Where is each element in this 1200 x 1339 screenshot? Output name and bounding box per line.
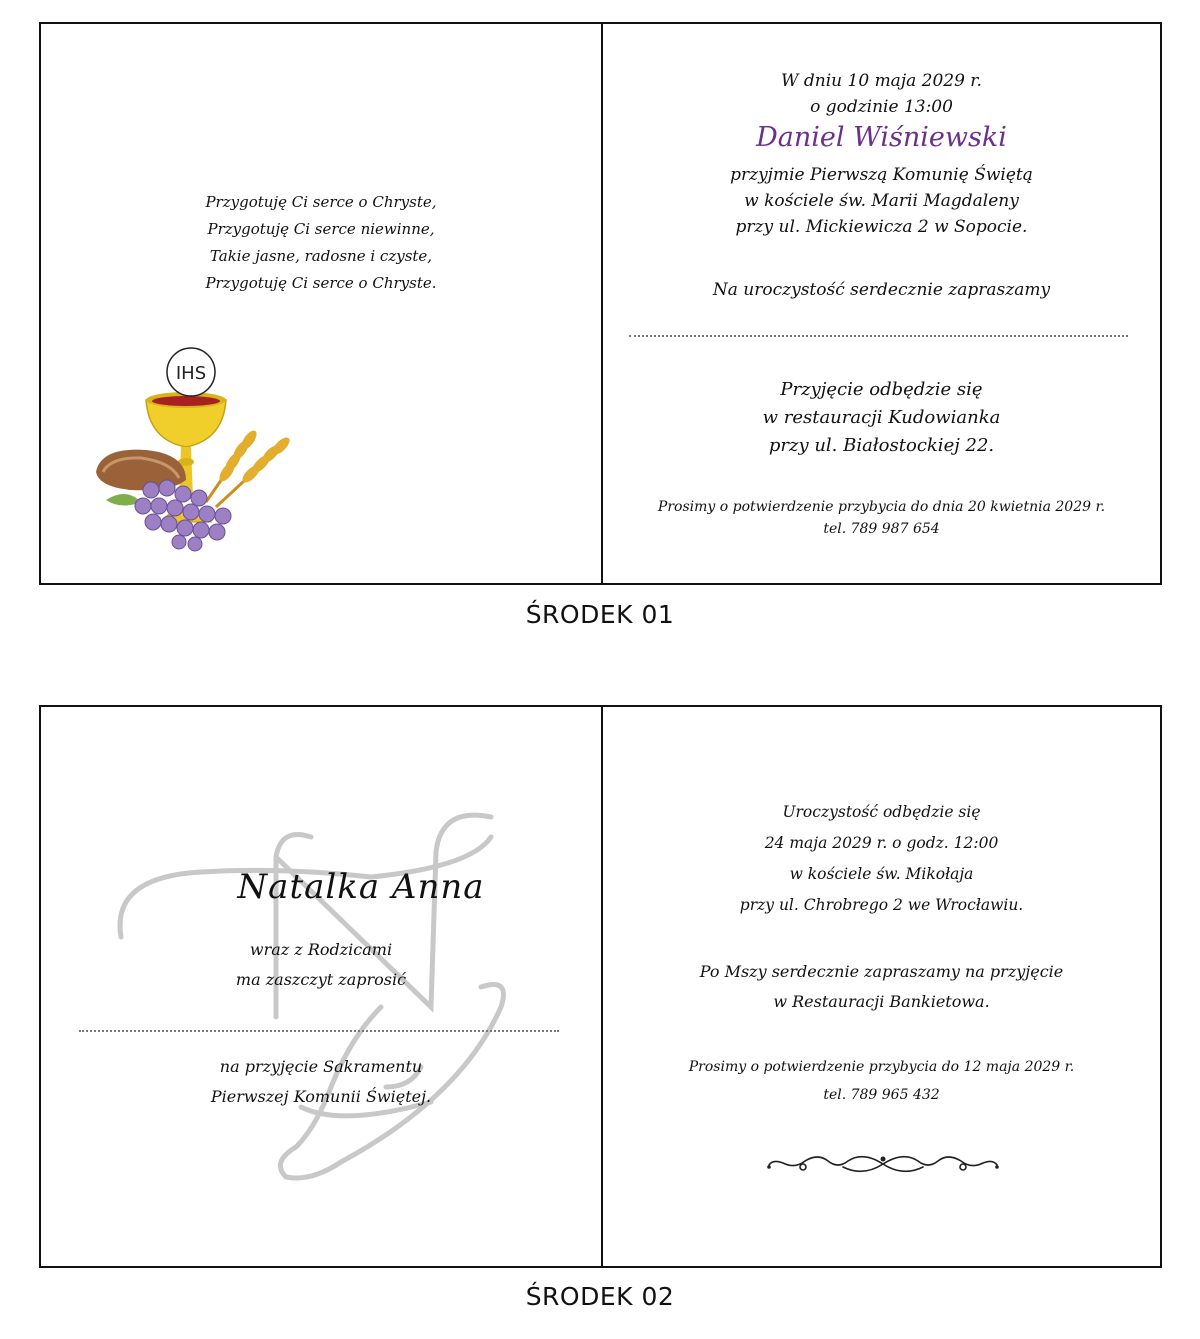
- child-name: Daniel Wiśniewski: [756, 122, 1007, 153]
- poem: [41, 189, 601, 297]
- poem-line: Takie jasne, radosne i czyste,: [209, 247, 433, 265]
- caption-srodek-01: ŚRODEK 01: [525, 600, 675, 629]
- ceremony-info: [603, 797, 1160, 921]
- right-page: [603, 707, 1160, 1266]
- left-page: [41, 707, 601, 1266]
- reception-line: w restauracji Kudowianka: [762, 407, 1001, 428]
- rsvp-phone: tel. 789 987 654: [823, 521, 940, 537]
- ceremony-line: Uroczystość odbędzie się: [782, 803, 981, 821]
- sacrament-line: Pierwszej Komunii Świętej.: [210, 1087, 432, 1106]
- left-page: [41, 24, 601, 583]
- invitation-inside-02: [39, 705, 1162, 1268]
- rsvp-line: Prosimy o potwierdzenie przybycia do 12 maja 2029 r.: [688, 1059, 1075, 1075]
- reception-line: Po Mszy serdecznie zapraszamy na przyjęcie: [699, 962, 1064, 981]
- rsvp-phone: tel. 789 965 432: [823, 1087, 940, 1103]
- date-line: W dniu 10 maja 2029 r.: [781, 71, 982, 91]
- guest-name-line: [79, 1030, 559, 1032]
- poem-line: Przygotuję Ci serce o Chryste,: [205, 193, 437, 211]
- flourish-ornament-icon: [763, 1149, 1003, 1179]
- with-line: ma zaszczyt zaprosić: [235, 970, 407, 989]
- reception-info: [603, 957, 1160, 1017]
- with-line: wraz z Rodzicami: [249, 940, 393, 959]
- right-page: [603, 24, 1160, 583]
- info-line: w kościele św. Marii Magdaleny: [744, 191, 1019, 211]
- sacrament-line: na przyjęcie Sakramentu: [219, 1057, 423, 1076]
- wheat-icon: [206, 428, 292, 507]
- ceremony-info: [603, 162, 1160, 240]
- reception-line: w Restauracji Bankietowa.: [773, 992, 990, 1011]
- info-line: przyjmie Pierwszą Komunię Świętą: [730, 165, 1033, 185]
- reception-line: Przyjęcie odbędzie się: [780, 379, 983, 400]
- ceremony-line: przy ul. Chrobrego 2 we Wrocławiu.: [739, 896, 1024, 914]
- poem-line: Przygotuję Ci serce o Chryste.: [205, 274, 437, 292]
- time-line: o godzinie 13:00: [810, 97, 953, 117]
- child-names: Natalka Anna: [237, 867, 485, 907]
- ceremony-date: [603, 68, 1160, 120]
- poem-line: Przygotuję Ci serce niewinne,: [207, 220, 435, 238]
- info-line: przy ul. Mickiewicza 2 w Sopocie.: [735, 217, 1028, 237]
- guest-name-line: [629, 335, 1128, 337]
- rsvp-info: [603, 496, 1160, 540]
- rsvp-info: [603, 1053, 1160, 1109]
- ceremony-line: w kościele św. Mikołaja: [789, 865, 974, 883]
- host-icon: [167, 348, 215, 396]
- invite-text: Na uroczystość serdecznie zapraszamy: [712, 280, 1051, 300]
- host-label: IHS: [175, 363, 207, 384]
- reception-line: przy ul. Białostockiej 22.: [768, 435, 995, 456]
- reception-info: [603, 376, 1160, 460]
- invitation-inside-01: [39, 22, 1162, 585]
- ceremony-line: 24 maja 2029 r. o godz. 12:00: [764, 834, 999, 852]
- rsvp-line: Prosimy o potwierdzenie przybycia do dnia 20 kwietnia 2029 r.: [657, 499, 1106, 515]
- invite-host: [41, 935, 601, 995]
- caption-srodek-02: ŚRODEK 02: [525, 1282, 675, 1311]
- chalice-illustration: [91, 322, 341, 552]
- sacrament-info: [41, 1052, 601, 1112]
